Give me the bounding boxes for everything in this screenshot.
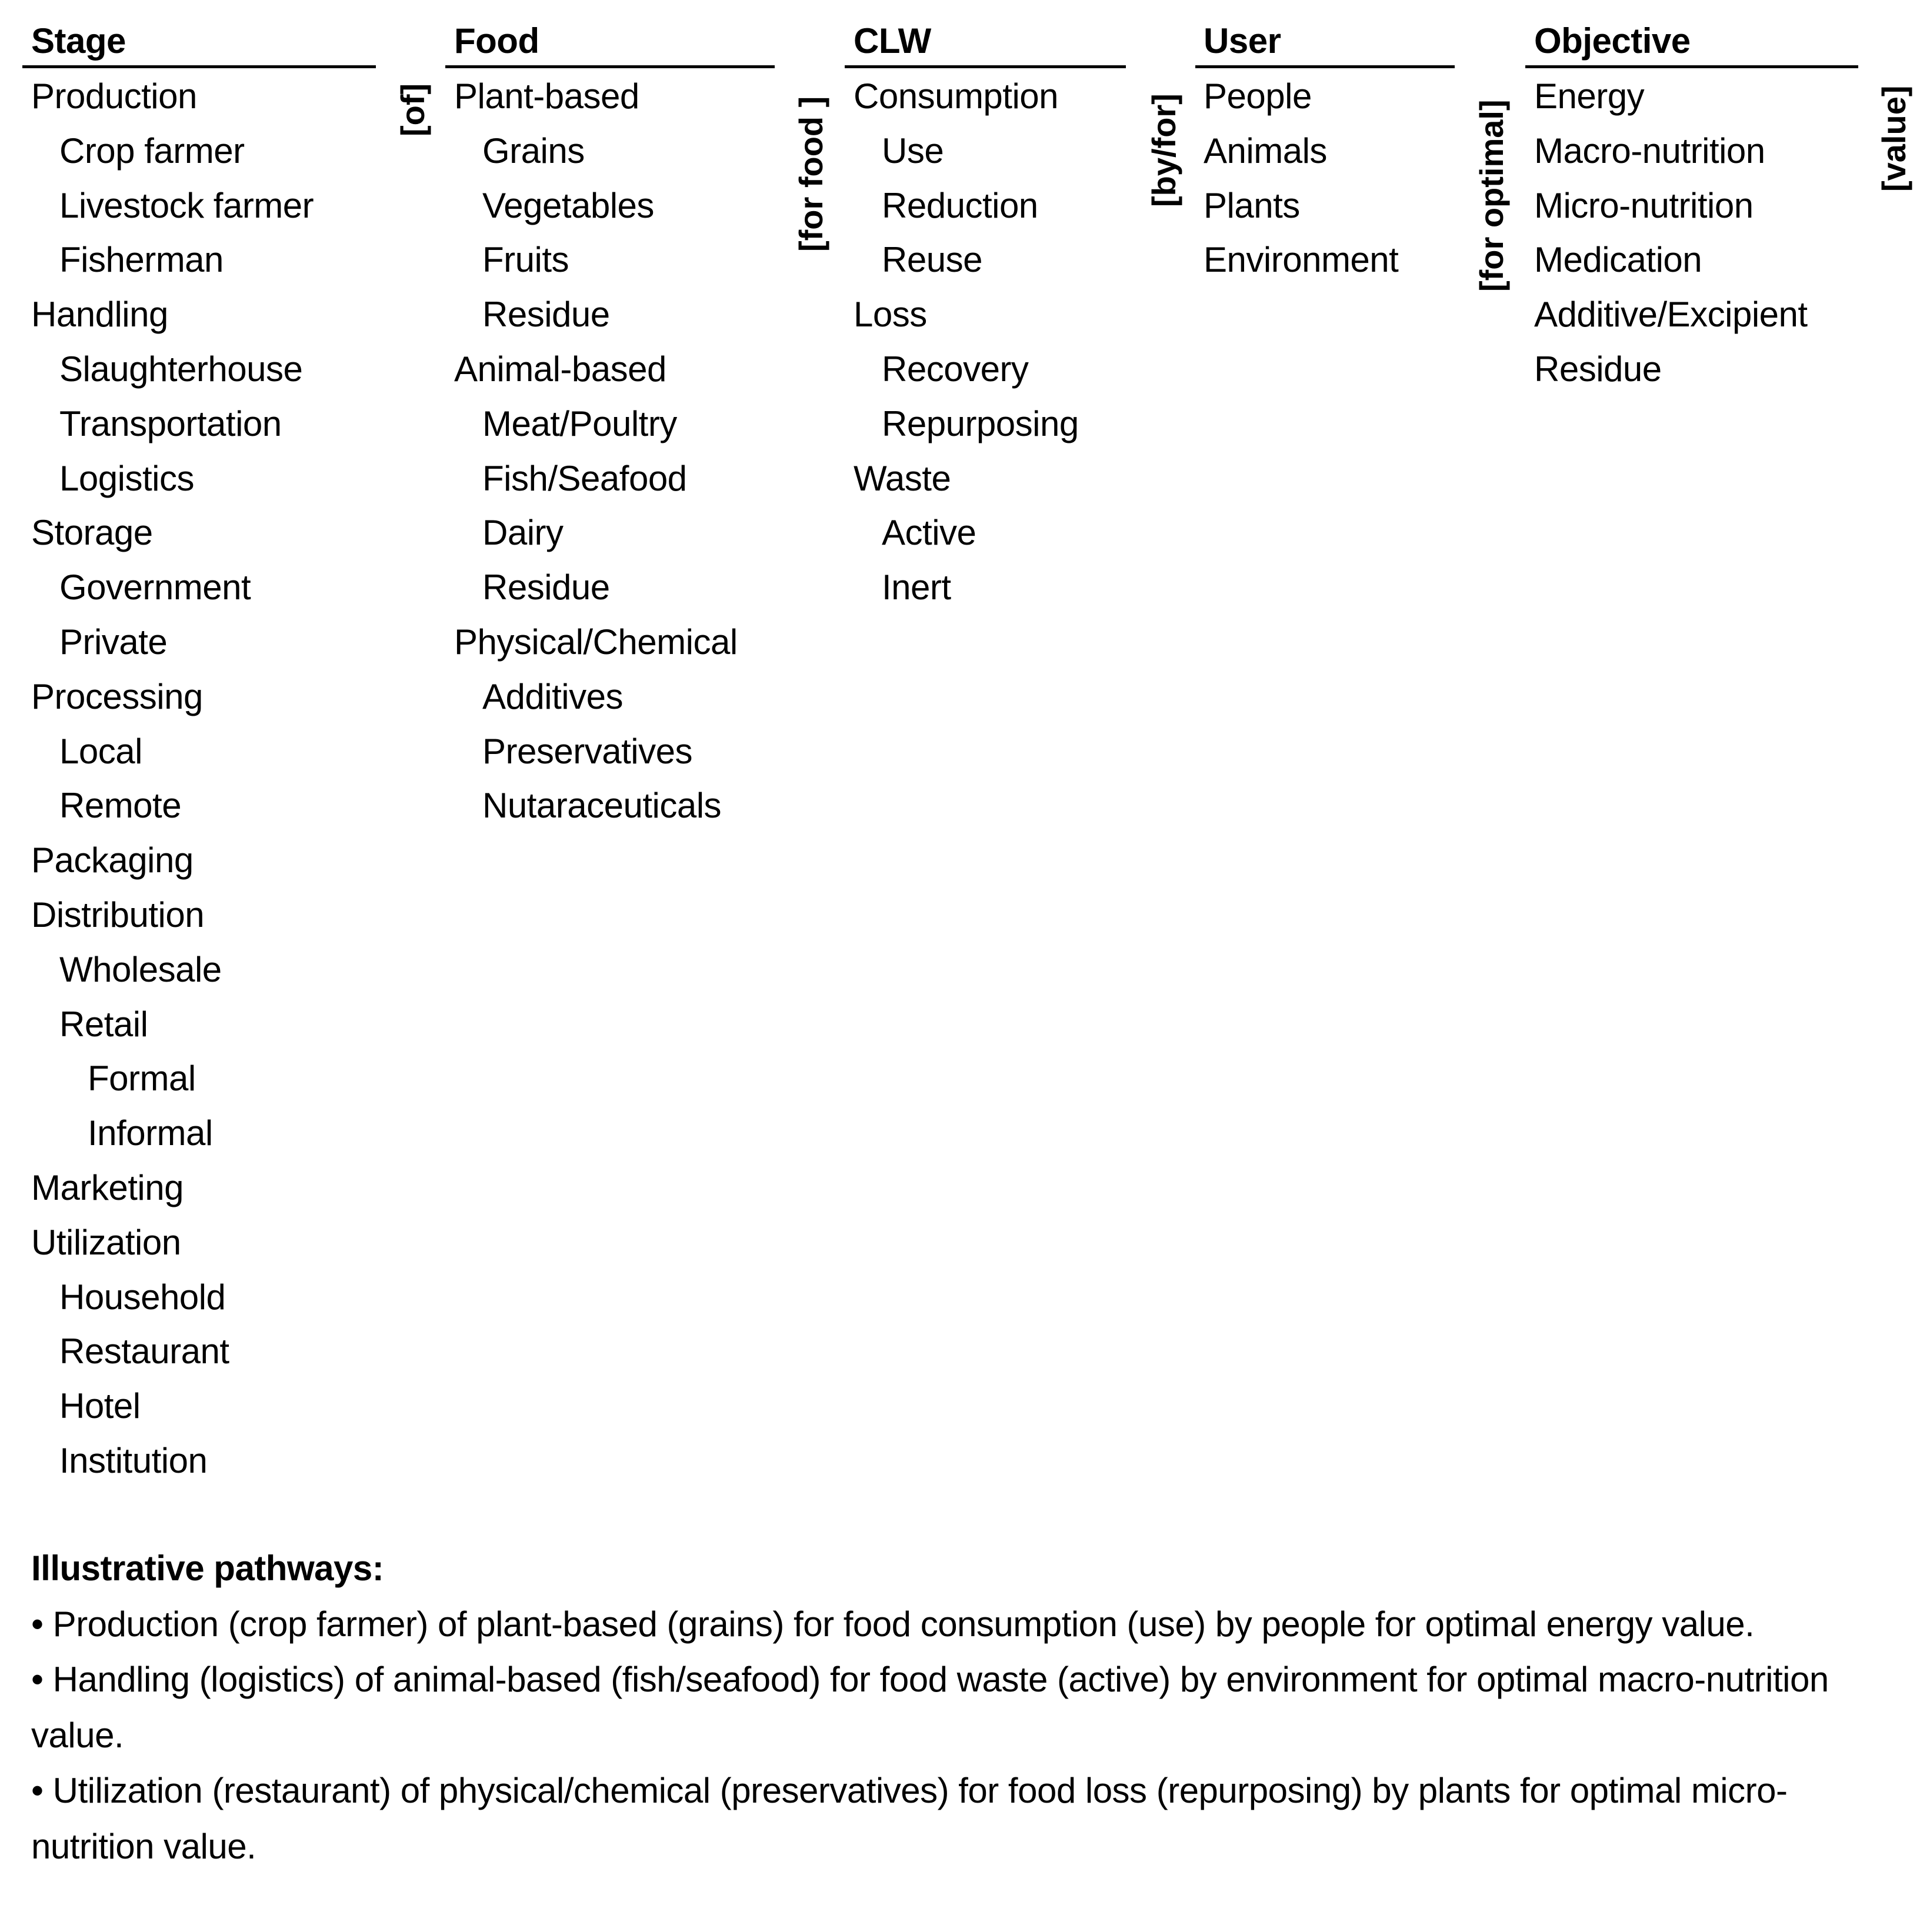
pathway-item: • Utilization (restaurant) of physical/chemical (preservatives) for food loss (repurposing) by plants for optimal micro-nutrition value. [31, 1771, 1788, 1866]
stage-item: Utilization [31, 1222, 181, 1262]
stage-item: Distribution [31, 895, 205, 935]
user-item: Animals [1204, 131, 1327, 171]
stage-item: Logistics [59, 458, 194, 498]
stage-item: Formal [88, 1059, 196, 1099]
illustrative-pathways [31, 1541, 1902, 1874]
food-list [454, 69, 738, 833]
column-header-food: Food [454, 21, 539, 61]
connector-for-food: [for food ] [792, 96, 829, 252]
stage-item: Storage [31, 513, 153, 553]
user-list [1204, 69, 1398, 288]
stage-item: Remote [59, 786, 182, 826]
stage-item: Household [59, 1277, 226, 1317]
objective-item: Medication [1534, 240, 1702, 280]
connector-for-optimal: [for optimal] [1473, 99, 1510, 292]
pathway-item: • Production (crop farmer) of plant-based (grains) for food consumption (use) by people for optimal energy value. [31, 1604, 1755, 1644]
stage-item: Crop farmer [59, 131, 245, 171]
user-item: People [1204, 76, 1312, 116]
column-header-clw: CLW [854, 21, 931, 61]
stage-item: Production [31, 76, 197, 116]
clw-item: Recovery [882, 349, 1029, 389]
stage-item: Retail [59, 1004, 148, 1044]
food-item: Plant-based [454, 76, 639, 116]
connector-of: [of] [394, 83, 431, 136]
column-header-objective: Objective [1534, 21, 1691, 61]
column-header-stage: Stage [31, 21, 126, 61]
food-item: Fruits [482, 240, 569, 280]
header-rule [1525, 65, 1858, 68]
column-header-user: User [1204, 21, 1281, 61]
food-item: Vegetables [482, 185, 654, 225]
objective-item: Additive/Excipient [1534, 295, 1808, 335]
food-item: Preservatives [482, 731, 692, 771]
user-item: Environment [1204, 240, 1399, 280]
stage-item: Informal [88, 1113, 213, 1153]
objective-item: Micro-nutrition [1534, 185, 1754, 225]
clw-list [854, 69, 1079, 615]
clw-item: Consumption [854, 76, 1059, 116]
header-rule [1195, 65, 1455, 68]
header-rule [845, 65, 1126, 68]
stage-item: Restaurant [59, 1332, 229, 1372]
food-item: Animal-based [454, 349, 666, 389]
stage-item: Private [59, 622, 168, 662]
food-item: Fish/Seafood [482, 458, 687, 498]
clw-item: Waste [854, 458, 951, 498]
stage-item: Handling [31, 295, 168, 335]
clw-item: Reuse [882, 240, 982, 280]
clw-item: Inert [882, 568, 951, 608]
stage-item: Packaging [31, 840, 194, 880]
stage-item: Slaughterhouse [59, 349, 303, 389]
objective-list [1534, 69, 1808, 397]
clw-item: Use [882, 131, 944, 171]
objective-item: Energy [1534, 76, 1645, 116]
stage-item: Fisherman [59, 240, 224, 280]
objective-item: Macro-nutrition [1534, 131, 1765, 171]
pathways-title: Illustrative pathways: [31, 1549, 384, 1588]
food-item: Residue [482, 295, 610, 335]
stage-item: Wholesale [59, 949, 222, 989]
objective-item: Residue [1534, 349, 1662, 389]
clw-item: Repurposing [882, 403, 1079, 443]
connector-value: [value] [1875, 85, 1912, 192]
food-item: Additives [482, 676, 623, 716]
food-item: Meat/Poultry [482, 403, 677, 443]
stage-item: Government [59, 568, 251, 608]
clw-item: Active [882, 513, 976, 553]
stage-item: Local [59, 731, 142, 771]
food-item: Physical/Chemical [454, 622, 738, 662]
header-rule [445, 65, 775, 68]
stage-list [31, 69, 314, 1489]
stage-item: Institution [59, 1440, 208, 1480]
stage-item: Processing [31, 676, 203, 716]
pathway-item: • Handling (logistics) of animal-based (fish/seafood) for food waste (active) by environment for optimal macro-nutrition value. [31, 1660, 1829, 1755]
stage-item: Marketing [31, 1167, 184, 1207]
food-item: Residue [482, 568, 610, 608]
clw-item: Reduction [882, 185, 1038, 225]
header-rule [22, 65, 376, 68]
food-item: Grains [482, 131, 585, 171]
stage-item: Hotel [59, 1386, 141, 1426]
stage-item: Transportation [59, 403, 282, 443]
user-item: Plants [1204, 185, 1300, 225]
stage-item: Livestock farmer [59, 185, 314, 225]
food-item: Dairy [482, 513, 564, 553]
food-item: Nutaraceuticals [482, 786, 722, 826]
connector-by-for: [by/for] [1145, 94, 1182, 207]
clw-item: Loss [854, 295, 927, 335]
